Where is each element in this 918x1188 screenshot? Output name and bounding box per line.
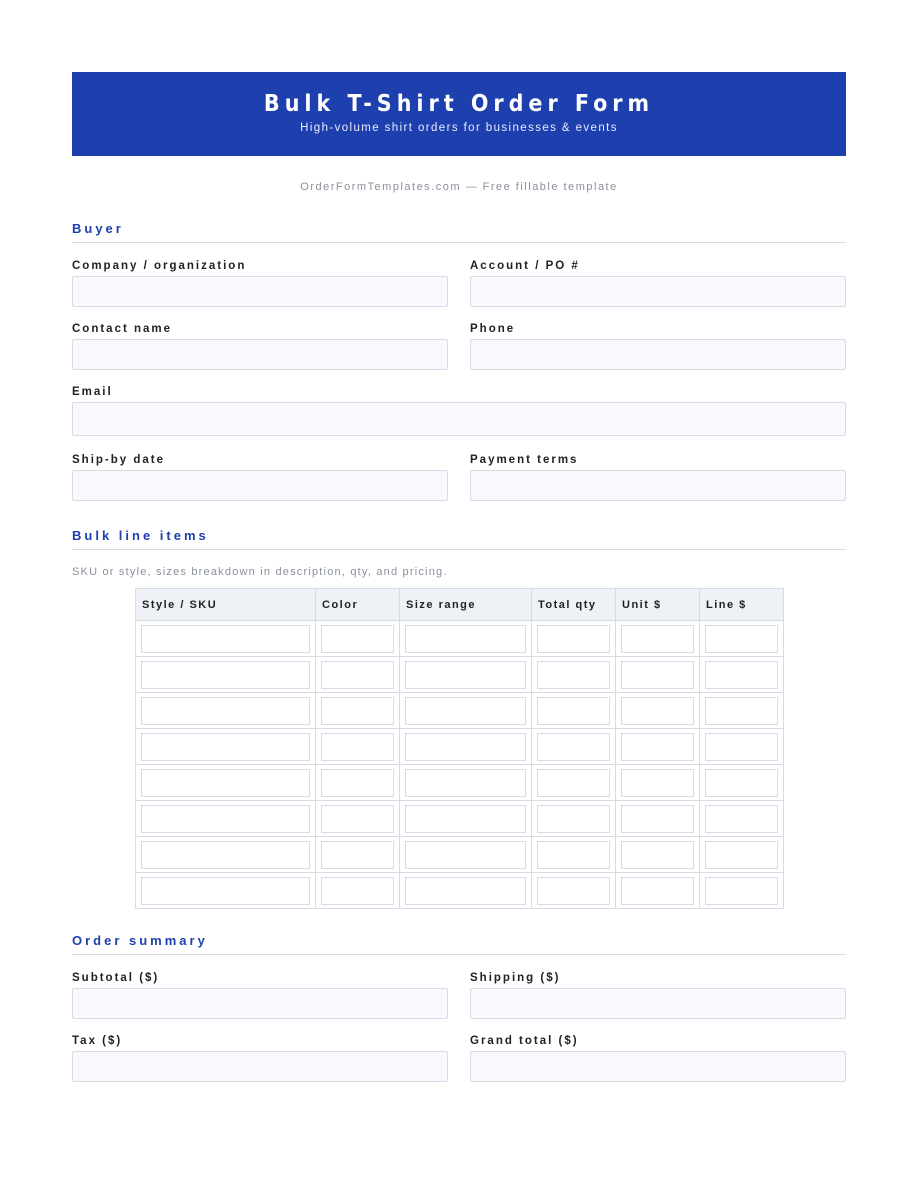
grand-total-input[interactable] — [470, 1051, 846, 1082]
style-sku-cell-input[interactable] — [141, 805, 310, 833]
unit-price-cell-input[interactable] — [621, 733, 694, 761]
style-sku-cell-input[interactable] — [141, 697, 310, 725]
column-header-style-sku: Style / SKU — [136, 589, 316, 621]
email-input[interactable] — [72, 402, 846, 436]
table-cell — [532, 837, 616, 873]
table-cell — [400, 729, 532, 765]
table-cell — [616, 729, 700, 765]
table-cell — [616, 837, 700, 873]
order-form-page — [72, 72, 846, 1082]
table-row — [136, 873, 784, 909]
table-cell — [316, 693, 400, 729]
ship-by-field-group — [72, 453, 448, 501]
email-label: Email — [72, 386, 113, 398]
table-cell — [532, 801, 616, 837]
column-header-unit-price: Unit $ — [616, 589, 700, 621]
account-input[interactable] — [470, 276, 846, 307]
table-cell — [532, 873, 616, 909]
payment-terms-label: Payment terms — [470, 454, 579, 466]
table-cell — [400, 693, 532, 729]
unit-price-cell-input[interactable] — [621, 661, 694, 689]
table-row — [136, 693, 784, 729]
line-total-cell-input[interactable] — [705, 661, 778, 689]
buyer-row — [72, 322, 846, 370]
table-cell — [400, 765, 532, 801]
buyer-section-heading: Buyer — [72, 221, 846, 243]
column-header-color: Color — [316, 589, 400, 621]
table-cell — [316, 873, 400, 909]
table-cell — [700, 873, 784, 909]
column-header-line-total: Line $ — [700, 589, 784, 621]
table-cell — [136, 837, 316, 873]
table-cell — [616, 801, 700, 837]
line-total-cell-input[interactable] — [705, 697, 778, 725]
table-cell — [316, 765, 400, 801]
table-row — [136, 729, 784, 765]
total-qty-cell-input[interactable] — [537, 769, 610, 797]
source-credit: OrderFormTemplates.com — Free fillable template — [300, 181, 618, 193]
table-cell — [400, 621, 532, 657]
total-qty-cell-input[interactable] — [537, 805, 610, 833]
buyer-row — [72, 259, 846, 307]
size-range-cell-input[interactable] — [405, 841, 526, 869]
payment-terms-input[interactable] — [470, 470, 846, 501]
unit-price-cell-input[interactable] — [621, 625, 694, 653]
summary-row — [72, 971, 846, 1019]
table-cell — [700, 801, 784, 837]
table-cell — [136, 693, 316, 729]
table-cell — [316, 729, 400, 765]
table-row — [136, 765, 784, 801]
table-cell — [400, 837, 532, 873]
table-row — [136, 837, 784, 873]
table-cell — [532, 621, 616, 657]
subtotal-input[interactable] — [72, 988, 448, 1019]
unit-price-cell-input[interactable] — [621, 877, 694, 905]
color-cell-input[interactable] — [321, 697, 394, 725]
color-cell-input[interactable] — [321, 877, 394, 905]
contact-input[interactable] — [72, 339, 448, 370]
style-sku-cell-input[interactable] — [141, 625, 310, 653]
style-sku-cell-input[interactable] — [141, 877, 310, 905]
table-row — [136, 657, 784, 693]
buyer-row — [72, 385, 846, 436]
account-field-group — [470, 259, 846, 307]
table-cell — [316, 837, 400, 873]
contact-label: Contact name — [72, 323, 173, 335]
line-total-cell-input[interactable] — [705, 769, 778, 797]
color-cell-input[interactable] — [321, 733, 394, 761]
total-qty-cell-input[interactable] — [537, 733, 610, 761]
total-qty-cell-input[interactable] — [537, 877, 610, 905]
phone-label: Phone — [470, 323, 516, 335]
size-range-cell-input[interactable] — [405, 697, 526, 725]
size-range-cell-input[interactable] — [405, 733, 526, 761]
table-cell — [136, 801, 316, 837]
line-total-cell-input[interactable] — [705, 733, 778, 761]
table-cell — [532, 693, 616, 729]
phone-field-group — [470, 322, 846, 370]
ship-by-input[interactable] — [72, 470, 448, 501]
color-cell-input[interactable] — [321, 805, 394, 833]
shipping-input[interactable] — [470, 988, 846, 1019]
total-qty-cell-input[interactable] — [537, 661, 610, 689]
unit-price-cell-input[interactable] — [621, 805, 694, 833]
line-total-cell-input[interactable] — [705, 841, 778, 869]
unit-price-cell-input[interactable] — [621, 697, 694, 725]
table-cell — [700, 765, 784, 801]
table-cell — [700, 621, 784, 657]
table-cell — [136, 765, 316, 801]
table-cell — [136, 873, 316, 909]
tax-input[interactable] — [72, 1051, 448, 1082]
column-header-total-qty: Total qty — [532, 589, 616, 621]
color-cell-input[interactable] — [321, 769, 394, 797]
table-cell — [532, 657, 616, 693]
table-cell — [400, 657, 532, 693]
shipping-field-group — [470, 971, 846, 1019]
column-header-size-range: Size range — [400, 589, 532, 621]
line-items-body — [136, 621, 784, 909]
table-row — [136, 621, 784, 657]
style-sku-cell-input[interactable] — [141, 661, 310, 689]
table-cell — [532, 765, 616, 801]
company-label: Company / organization — [72, 260, 247, 272]
total-qty-cell-input[interactable] — [537, 697, 610, 725]
size-range-cell-input[interactable] — [405, 625, 526, 653]
table-cell — [400, 873, 532, 909]
ship-by-label: Ship-by date — [72, 454, 166, 466]
table-cell — [136, 657, 316, 693]
table-cell — [700, 837, 784, 873]
shipping-label: Shipping ($) — [470, 972, 561, 984]
table-cell — [616, 621, 700, 657]
style-sku-cell-input[interactable] — [141, 769, 310, 797]
tax-label: Tax ($) — [72, 1035, 123, 1047]
table-cell — [316, 621, 400, 657]
line-items-note: SKU or style, sizes breakdown in description, qty, and pricing. — [72, 566, 448, 578]
color-cell-input[interactable] — [321, 625, 394, 653]
table-cell — [616, 873, 700, 909]
account-label: Account / PO # — [470, 260, 580, 272]
style-sku-cell-input[interactable] — [141, 733, 310, 761]
buyer-row — [72, 453, 846, 501]
line-items-section-heading: Bulk line items — [72, 528, 846, 550]
line-items-table — [135, 588, 784, 909]
payment-terms-field-group — [470, 453, 846, 501]
table-cell — [700, 693, 784, 729]
summary-row — [72, 1034, 846, 1082]
table-cell — [616, 693, 700, 729]
subtotal-label: Subtotal ($) — [72, 972, 160, 984]
line-total-cell-input[interactable] — [705, 877, 778, 905]
table-cell — [616, 765, 700, 801]
color-cell-input[interactable] — [321, 841, 394, 869]
table-cell — [136, 621, 316, 657]
unit-price-cell-input[interactable] — [621, 841, 694, 869]
subtotal-field-group — [72, 971, 448, 1019]
table-header-row — [136, 589, 784, 621]
table-cell — [700, 729, 784, 765]
company-input[interactable] — [72, 276, 448, 307]
order-summary-section-heading: Order summary — [72, 933, 846, 955]
page-subtitle: High-volume shirt orders for businesses & events — [300, 122, 618, 134]
table-cell — [316, 801, 400, 837]
table-cell — [616, 657, 700, 693]
unit-price-cell-input[interactable] — [621, 769, 694, 797]
table-cell — [136, 729, 316, 765]
table-cell — [532, 729, 616, 765]
style-sku-cell-input[interactable] — [141, 841, 310, 869]
tax-field-group — [72, 1034, 448, 1082]
email-field-group — [72, 385, 846, 436]
contact-field-group — [72, 322, 448, 370]
total-qty-cell-input[interactable] — [537, 625, 610, 653]
table-cell — [400, 801, 532, 837]
table-cell — [316, 657, 400, 693]
grand-total-label: Grand total ($) — [470, 1035, 579, 1047]
total-qty-cell-input[interactable] — [537, 841, 610, 869]
table-cell — [700, 657, 784, 693]
size-range-cell-input[interactable] — [405, 661, 526, 689]
header-banner — [72, 72, 846, 156]
size-range-cell-input[interactable] — [405, 769, 526, 797]
page-title: Bulk T-Shirt Order Form — [263, 91, 655, 117]
size-range-cell-input[interactable] — [405, 805, 526, 833]
grand-total-field-group — [470, 1034, 846, 1082]
color-cell-input[interactable] — [321, 661, 394, 689]
line-total-cell-input[interactable] — [705, 625, 778, 653]
phone-input[interactable] — [470, 339, 846, 370]
size-range-cell-input[interactable] — [405, 877, 526, 905]
company-field-group — [72, 259, 448, 307]
table-row — [136, 801, 784, 837]
line-total-cell-input[interactable] — [705, 805, 778, 833]
